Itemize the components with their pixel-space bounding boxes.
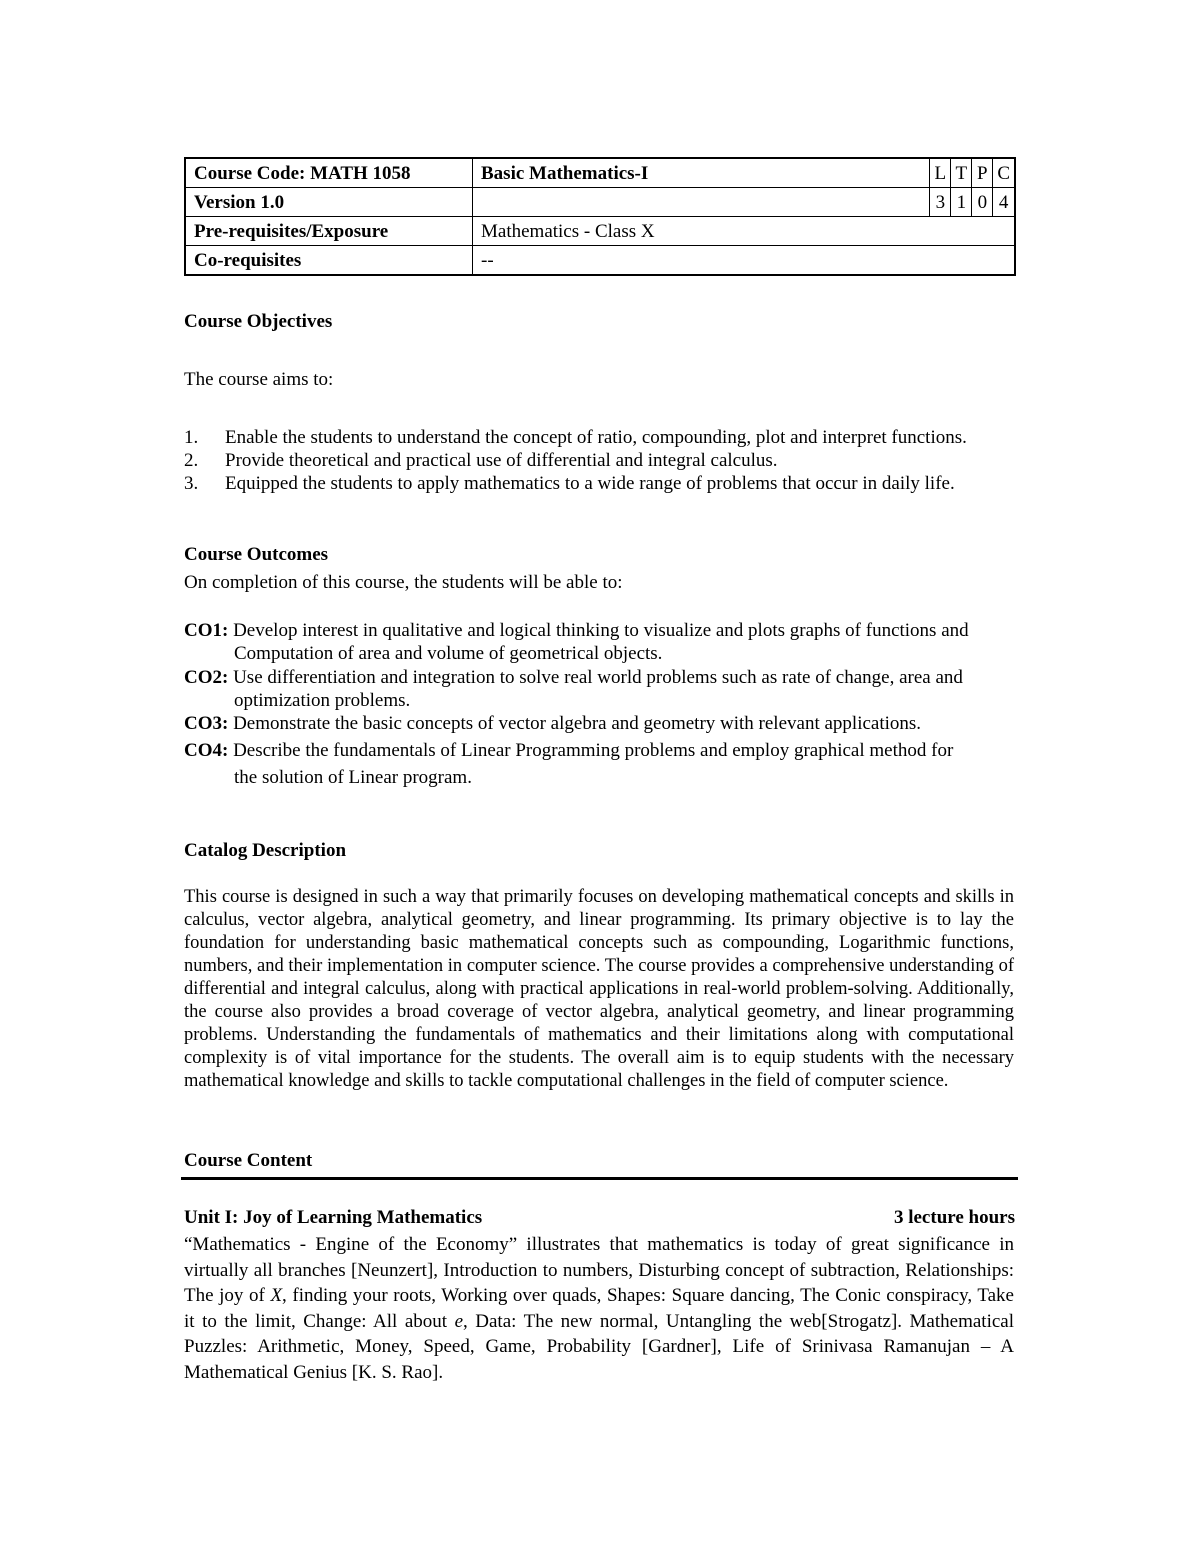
ltpc-value-l: 3	[930, 188, 951, 217]
objectives-intro: The course aims to:	[184, 369, 334, 390]
outcome-label: CO4:	[184, 740, 229, 761]
outcome-text-continued: optimization problems.	[234, 690, 411, 711]
outcome-text: Describe the fundamentals of Linear Programming problems and employ graphical method for	[233, 740, 954, 761]
list-item-number: 1.	[184, 427, 199, 448]
outcome-item	[184, 739, 1024, 789]
unit-text-part: “Mathematics - Engine of the Economy” illustrates that mathematics is today of great significance in virtually all branches [Neunzert], Introduction to numbers, Disturbing concept of subtraction, Relationships: The joy of	[184, 1234, 1014, 1306]
version-cell: Version 1.0	[185, 188, 473, 217]
content-heading: Course Content	[184, 1150, 313, 1171]
catalog-heading: Catalog Description	[184, 840, 347, 861]
prerequisites-label: Pre-requisites/Exposure	[185, 217, 473, 246]
unit-variable-x: X	[270, 1285, 283, 1306]
outcomes-heading: Course Outcomes	[184, 544, 329, 565]
outcome-label: CO1:	[184, 620, 229, 641]
list-item-text: Provide theoretical and practical use of differential and integral calculus.	[225, 450, 778, 471]
outcome-label: CO3:	[184, 713, 229, 734]
outcome-text-continued: the solution of Linear program.	[234, 767, 472, 788]
table-row	[185, 217, 1015, 246]
outcome-item	[184, 619, 1024, 665]
list-item-text: Enable the students to understand the concept of ratio, compounding, plot and interpret functions.	[225, 427, 967, 448]
ltpc-header-l: L	[930, 158, 951, 188]
catalog-description: This course is designed in such a way that primarily focuses on developing mathematical concepts and skills in calculus, vector algebra, analytical geometry, and linear programming. Its primary objective is to lay the foundation for understanding basic mathematical concepts such as compounding, Logarithmic functions, numbers, and their implementation in computer science. The course provides a comprehensive understanding of differential and integral calculus, along with practical applications in real-world problem-solving. Additionally, the course also provides a broad coverage of vector algebra, analytical geometry, and linear programming problems. Understanding the fundamentals of mathematics and their limitations along with computational complexity is of vital importance for the students. The overall aim is to equip students with the necessary mathematical knowledge and skills to tackle computational challenges in the field of computer science.	[184, 887, 1014, 1091]
ltpc-header-p: P	[972, 158, 993, 188]
section-divider	[181, 1177, 1018, 1180]
outcomes-intro: On completion of this course, the students will be able to:	[184, 572, 623, 593]
unit-variable-e: e	[454, 1310, 464, 1332]
course-code-cell: Course Code: MATH 1058	[185, 158, 473, 188]
ltpc-header-t: T	[951, 158, 972, 188]
ltpc-header-c: C	[993, 158, 1015, 188]
list-item-number: 2.	[184, 450, 199, 471]
outcome-text: Use differentiation and integration to solve real world problems such as rate of change, area and	[233, 667, 963, 688]
table-row	[185, 158, 1015, 188]
course-title-cell: Basic Mathematics-I	[473, 158, 930, 188]
objectives-list	[184, 426, 1024, 495]
table-row	[185, 246, 1015, 276]
corequisites-value: --	[473, 246, 1016, 276]
outcome-item	[184, 666, 1024, 712]
ltpc-value-p: 0	[972, 188, 993, 217]
ltpc-value-t: 1	[951, 188, 972, 217]
outcome-item	[184, 712, 1024, 735]
prerequisites-value: Mathematics - Class X	[473, 217, 1016, 246]
unit-hours: 3 lecture hours	[893, 1207, 1015, 1228]
unit-title: Unit I: Joy of Learning Mathematics	[184, 1207, 483, 1228]
unit-text-part: , finding your roots, Working over quads, Shapes: Square dancing, The Conic conspiracy, Take it to the limit, Change: All about	[184, 1285, 1014, 1332]
outcome-text-continued: Computation of area and volume of geometrical objects.	[234, 643, 663, 664]
outcome-text: Demonstrate the basic concepts of vector algebra and geometry with relevant applications.	[233, 713, 922, 734]
version-value-cell	[473, 188, 930, 217]
unit-text-part: , Data: The new normal, Untangling the web[Strogatz]. Mathematical Puzzles: Arithmetic, Money, Speed, Game, Probability [Gardner], Life of Srinivasa Ramanujan – A Mathematical Genius [K. S. Rao].	[184, 1310, 1014, 1383]
list-item-text: Equipped the students to apply mathematics to a wide range of problems that occur in daily life.	[225, 473, 955, 494]
course-info-table	[184, 157, 1016, 276]
list-item	[184, 426, 1024, 449]
table-row	[185, 188, 1015, 217]
outcome-text: Develop interest in qualitative and logical thinking to visualize and plots graphs of functions and	[233, 620, 969, 641]
corequisites-label: Co-requisites	[185, 246, 473, 276]
outcome-label: CO2:	[184, 667, 229, 688]
objectives-heading: Course Objectives	[184, 311, 333, 332]
ltpc-value-c: 4	[993, 188, 1015, 217]
list-item-number: 3.	[184, 473, 199, 494]
list-item	[184, 449, 1024, 472]
list-item	[184, 472, 1024, 495]
unit-description	[184, 1232, 1014, 1385]
